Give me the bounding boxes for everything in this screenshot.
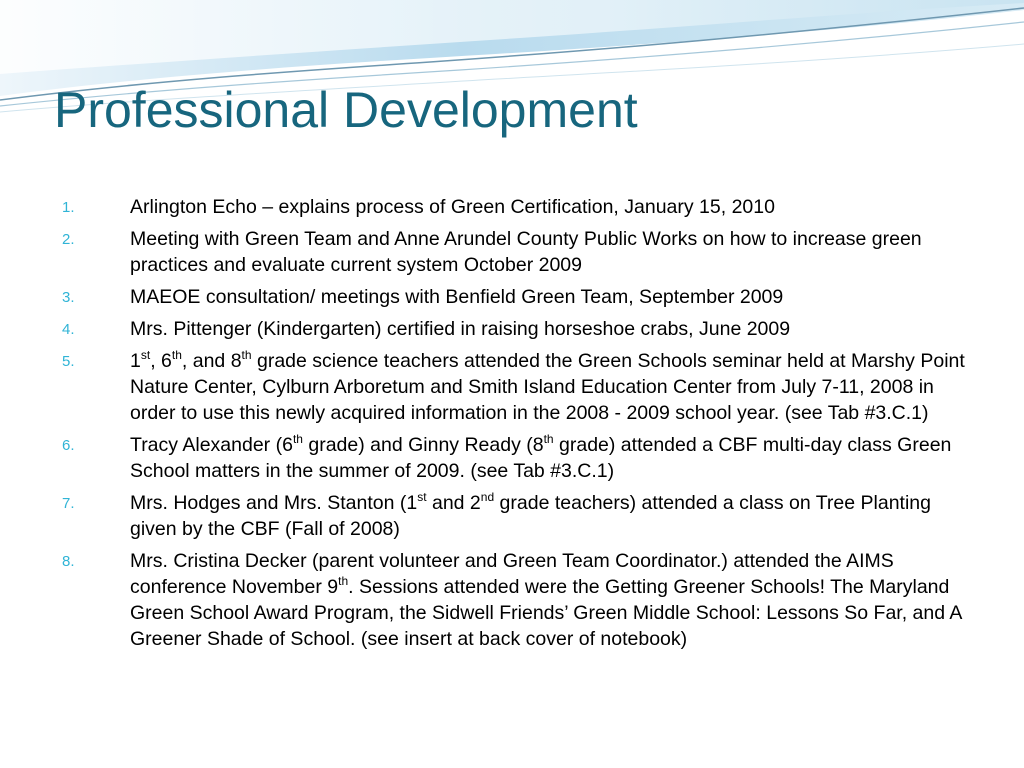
list-item-number: 8.	[62, 553, 75, 570]
list-item-text: 1	[130, 350, 141, 372]
list-item-text: , and 8	[181, 350, 242, 372]
list-item	[0, 316, 965, 342]
list-item-number: 5.	[62, 353, 75, 370]
ordinal-suffix: nd	[480, 490, 495, 504]
list-item-text: . Sessions attended were the Getting Greener Schools! The Maryland Green School Award Program, the Sidwell Friends’ Green Middle School: Lessons So Far, and A Greener Shade of School. (see insert at back cover of notebook)	[130, 576, 962, 650]
list-item-number: 2.	[62, 231, 75, 248]
list-item-text: Mrs. Cristina Decker (parent volunteer and Green Team Coordinator.) attended the AIMS conference November 9	[130, 550, 894, 598]
ordinal-suffix: th	[292, 432, 303, 446]
list-item-text: Meeting with Green Team and Anne Arundel County Public Works on how to increase green practices and evaluate current system October 2009	[130, 228, 922, 276]
list-item-number: 1.	[62, 199, 75, 216]
ordinal-suffix: th	[241, 348, 252, 362]
list-item-number: 4.	[62, 321, 75, 338]
list-item-text: grade science teachers attended the Green Schools seminar held at Marshy Point Nature Center, Cylburn Arboretum and Smith Island Education Center from July 7-11, 2008 in order to use this newly acquired information in the 2008 - 2009 school year. (see Tab #3.C.1)	[130, 350, 965, 424]
ordinal-suffix: th	[171, 348, 182, 362]
list-item-text: grade teachers) attended a class on Tree Planting given by the CBF (Fall of 2008)	[130, 492, 931, 540]
list-item-text: grade) and Ginny Ready (8	[302, 434, 544, 456]
list-item-text: , 6	[150, 350, 172, 372]
slide-title: Professional Development	[54, 82, 638, 138]
list-item	[0, 490, 965, 542]
list-item-number: 3.	[62, 289, 75, 306]
list-item-text: and 2	[426, 492, 481, 514]
list-item-text: Tracy Alexander (6	[130, 434, 293, 456]
list-item-text: Mrs. Hodges and Mrs. Stanton (1	[130, 492, 418, 514]
list-item	[0, 548, 965, 652]
list-item	[0, 348, 965, 426]
list-item-text: grade) attended a CBF multi-day class Green School matters in the summer of 2009. (see Tab #3.C.1)	[130, 434, 952, 482]
ordinal-suffix: st	[417, 490, 427, 504]
list-item	[0, 194, 965, 220]
list-item	[0, 284, 965, 310]
numbered-list	[0, 194, 1024, 658]
ordinal-suffix: th	[543, 432, 554, 446]
ordinal-suffix: th	[338, 574, 349, 588]
list-item-text: Mrs. Pittenger (Kindergarten) certified in raising horseshoe crabs, June 2009	[130, 318, 791, 340]
list-item	[0, 226, 965, 278]
list-item-number: 7.	[62, 495, 75, 512]
list-item-text: MAEOE consultation/ meetings with Benfield Green Team, September 2009	[130, 286, 784, 308]
list-item	[0, 432, 965, 484]
list-item-text: Arlington Echo – explains process of Green Certification, January 15, 2010	[130, 196, 775, 218]
ordinal-suffix: st	[140, 348, 151, 362]
list-item-number: 6.	[62, 437, 75, 454]
